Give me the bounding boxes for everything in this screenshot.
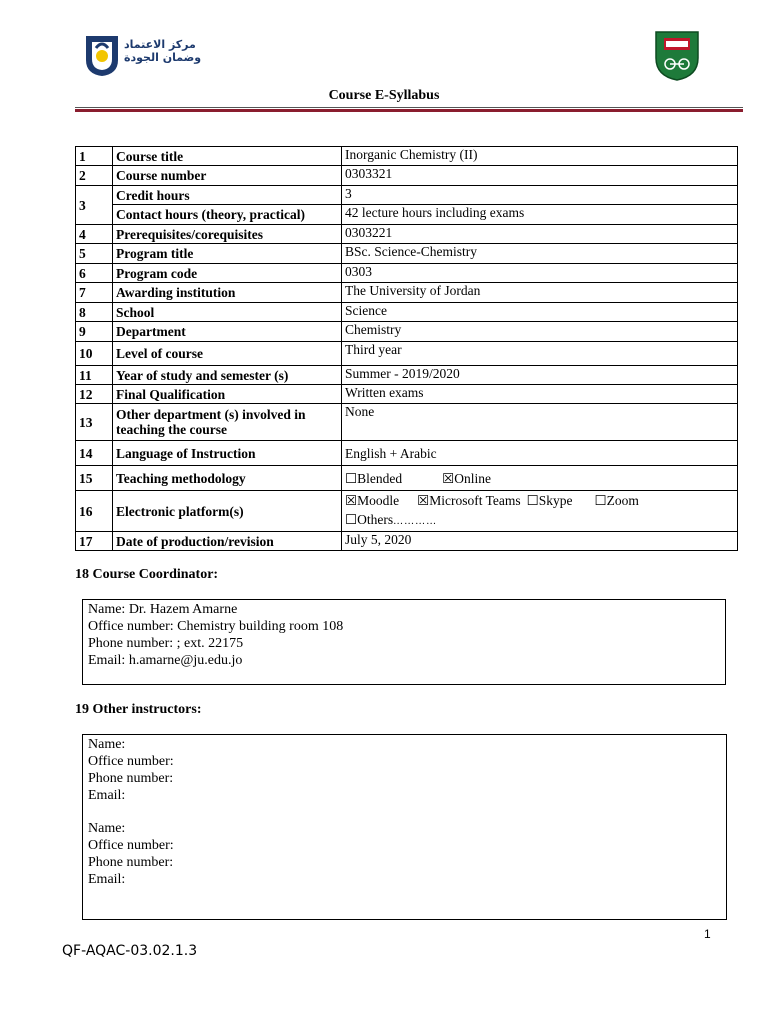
university-crest-logo: [652, 28, 702, 82]
row-number: 1: [76, 147, 113, 166]
table-row: [76, 166, 738, 186]
instructor-2-email: Email:: [88, 872, 126, 887]
table-row: [76, 404, 738, 441]
row-number: 13: [76, 404, 113, 441]
row-label: Prerequisites/corequisites: [113, 225, 342, 244]
table-row: [76, 186, 738, 205]
row-label: Electronic platform(s): [113, 491, 342, 532]
document-title: Course E-Syllabus: [328, 88, 440, 103]
accreditation-center-logo: [78, 30, 228, 78]
row-number: 10: [76, 342, 113, 366]
checkbox-microsoft-teams[interactable]: ☒Microsoft Teams: [417, 493, 521, 508]
row-value: Third year: [342, 342, 738, 366]
row-label: Language of Instruction: [113, 441, 342, 466]
row-label: Course title: [113, 147, 342, 166]
row-label: Other department (s) involved in teaching the course: [113, 404, 342, 441]
row-value: None: [342, 404, 738, 441]
table-row: [76, 264, 738, 283]
university-crest-icon: [652, 28, 702, 82]
table-row: [76, 303, 738, 322]
other-instructors-heading: 19 Other instructors:: [75, 702, 202, 717]
other-instructors-box: [82, 734, 727, 920]
row-label: Final Qualification: [113, 385, 342, 404]
platform-options: [342, 491, 738, 532]
checkbox-blended[interactable]: ☐Blended: [345, 470, 403, 486]
row-number: 3: [76, 186, 113, 225]
coordinator-email: Email: h.amarne@ju.edu.jo: [88, 653, 243, 668]
logo-text-line1: مركز الاعتماد: [124, 38, 196, 51]
row-value: English + Arabic: [342, 441, 738, 466]
table-row: [76, 147, 738, 166]
logo-text-line2: وضمان الجودة: [124, 51, 202, 64]
table-row: [76, 491, 738, 532]
table-row: [76, 283, 738, 303]
row-label: Year of study and semester (s): [113, 366, 342, 385]
row-value: Written exams: [342, 385, 738, 404]
row-value: BSc. Science-Chemistry: [342, 244, 738, 264]
row-number: 4: [76, 225, 113, 244]
row-number: 9: [76, 322, 113, 342]
row-label: Level of course: [113, 342, 342, 366]
row-label: Credit hours: [113, 186, 342, 205]
table-row: [76, 244, 738, 264]
row-number: 12: [76, 385, 113, 404]
instructor-1-office: Office number:: [88, 754, 174, 769]
checkbox-zoom[interactable]: ☐Zoom: [594, 493, 639, 508]
row-label: School: [113, 303, 342, 322]
row-value: 0303321: [342, 166, 738, 186]
row-number: 8: [76, 303, 113, 322]
instructor-2-name: Name:: [88, 821, 126, 836]
row-number: 6: [76, 264, 113, 283]
table-row: [76, 322, 738, 342]
row-label: Date of production/revision: [113, 532, 342, 551]
course-coordinator-heading: 18 Course Coordinator:: [75, 567, 219, 582]
teaching-methodology-options: [342, 466, 738, 491]
course-coordinator-box: [82, 599, 726, 685]
table-row: [76, 225, 738, 244]
row-number: 7: [76, 283, 113, 303]
checkbox-others[interactable]: ☐Others: [345, 512, 394, 527]
instructor-2-phone: Phone number:: [88, 855, 174, 870]
header-divider-thin: [75, 107, 743, 108]
instructor-1-phone: Phone number:: [88, 771, 174, 786]
table-row: [76, 385, 738, 404]
row-label: Program title: [113, 244, 342, 264]
row-label: Teaching methodology: [113, 466, 342, 491]
instructor-1-email: Email:: [88, 788, 126, 803]
row-label: Program code: [113, 264, 342, 283]
course-info-table: [75, 146, 738, 551]
row-number: 14: [76, 441, 113, 466]
table-row: [76, 205, 738, 225]
row-value: Chemistry: [342, 322, 738, 342]
row-label: Department: [113, 322, 342, 342]
coordinator-phone: Phone number: ; ext. 22175: [88, 636, 244, 651]
row-number: 16: [76, 491, 113, 532]
checkbox-skype[interactable]: ☐Skype: [526, 493, 573, 508]
row-label: Contact hours (theory, practical): [113, 205, 342, 225]
row-value: July 5, 2020: [342, 532, 738, 551]
others-fill-in: …………: [393, 516, 438, 527]
row-label: Course number: [113, 166, 342, 186]
table-row: [76, 532, 738, 551]
row-value: The University of Jordan: [342, 283, 738, 303]
row-number: 5: [76, 244, 113, 264]
table-row: [76, 441, 738, 466]
row-value: Science: [342, 303, 738, 322]
row-value: 3: [342, 186, 738, 205]
checkbox-online[interactable]: ☒Online: [442, 470, 491, 486]
row-label: Awarding institution: [113, 283, 342, 303]
row-value: Summer - 2019/2020: [342, 366, 738, 385]
table-row: [76, 466, 738, 491]
row-value: 42 lecture hours including exams: [342, 205, 738, 225]
row-value: 0303: [342, 264, 738, 283]
row-number: 11: [76, 366, 113, 385]
instructor-2-office: Office number:: [88, 838, 174, 853]
coordinator-name: Name: Dr. Hazem Amarne: [88, 602, 238, 617]
row-number: 15: [76, 466, 113, 491]
table-row: [76, 366, 738, 385]
row-value: Inorganic Chemistry (II): [342, 147, 738, 166]
row-number: 2: [76, 166, 113, 186]
page-number: 1: [704, 927, 711, 941]
row-number: 17: [76, 532, 113, 551]
coordinator-office: Office number: Chemistry building room 108: [88, 619, 344, 634]
instructor-1-name: Name:: [88, 737, 126, 752]
form-code: QF-AQAC-03.02.1.3: [62, 943, 198, 959]
row-value: 0303221: [342, 225, 738, 244]
checkbox-moodle[interactable]: ☒Moodle: [345, 493, 400, 508]
table-row: [76, 342, 738, 366]
header-divider-thick: [75, 109, 743, 112]
